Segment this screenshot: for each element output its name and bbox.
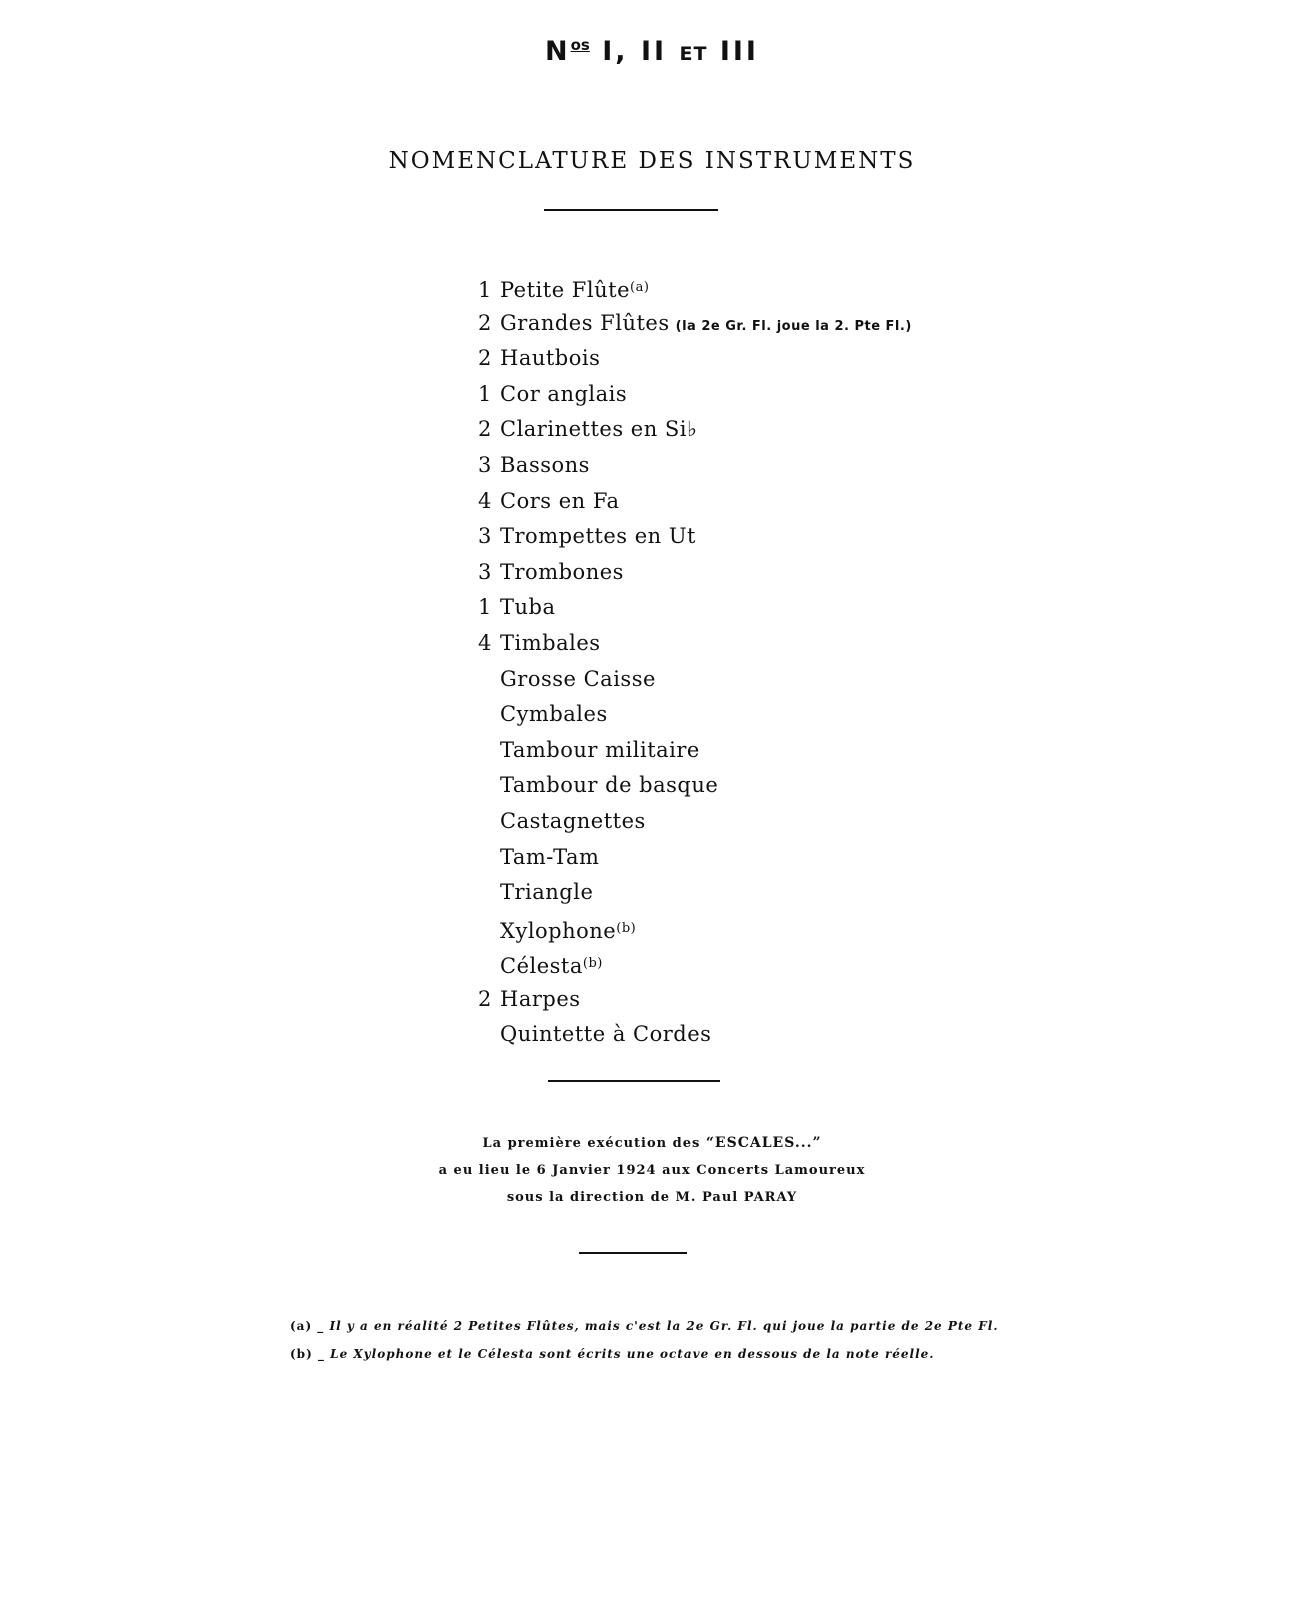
instrument-item <box>478 733 912 769</box>
instrument-item <box>478 590 912 626</box>
instrument-count: 3 <box>478 559 492 584</box>
numero-superscript: os <box>570 36 590 54</box>
instrument-name: Grandes Flûtes <box>500 310 670 335</box>
instrument-count: 1 <box>478 381 492 406</box>
premiere-line-1-text: La première exécution des <box>482 1136 701 1151</box>
instrument-name: Trompettes en Ut <box>500 524 696 549</box>
divider-bottom <box>579 1252 687 1254</box>
instrument-item <box>478 377 912 413</box>
instrument-item <box>478 875 912 911</box>
footnote-mark: (a) _ <box>290 1319 325 1333</box>
instrument-remark: (la 2e Gr. Fl. joue la 2. Pte Fl.) <box>675 318 912 334</box>
instrument-name: Tam-Tam <box>500 844 600 869</box>
instrument-count: 2 <box>478 346 492 371</box>
work-title: “ESCALES...” <box>705 1135 822 1151</box>
instrument-name: Tambour militaire <box>500 737 700 762</box>
footnote-mark: (b) _ <box>290 1347 325 1361</box>
instrument-name: Trombones <box>500 559 624 584</box>
premiere-notice <box>0 1130 1304 1211</box>
instrument-count: 4 <box>478 488 492 513</box>
instrument-footnote-mark: (b) <box>582 956 603 972</box>
footnote <box>290 1312 1030 1340</box>
instrument-item <box>478 412 912 448</box>
instrument-count: 1 <box>478 278 492 302</box>
instrument-count: 2 <box>478 417 492 442</box>
instrument-name: Timbales <box>500 630 601 655</box>
instrument-count: 4 <box>478 630 492 655</box>
premiere-line-1 <box>0 1130 1304 1157</box>
instrument-name: Triangle <box>500 880 594 905</box>
instrument-name: Bassons <box>500 452 590 477</box>
page-title: NOMENCLATURE DES INSTRUMENTS <box>388 148 916 174</box>
instrument-count: 3 <box>478 524 492 549</box>
instrument-name: Xylophone <box>500 918 617 943</box>
instrument-footnote-mark: (a) <box>630 280 650 295</box>
instrument-item <box>478 662 912 698</box>
instrument-count: 1 <box>478 595 492 620</box>
footnote <box>290 1340 1030 1368</box>
movement-last-number: III <box>719 36 759 67</box>
movement-numbers-heading <box>0 36 1304 67</box>
instrument-item <box>478 911 912 947</box>
divider-middle <box>548 1080 720 1082</box>
instrument-item <box>478 519 912 555</box>
instrument-name: Castagnettes <box>500 808 646 833</box>
instrument-item <box>478 626 912 662</box>
instrument-item <box>478 270 912 306</box>
instrument-item <box>478 484 912 520</box>
instrument-item <box>478 306 912 342</box>
instrument-item <box>478 768 912 804</box>
instrument-list <box>478 270 912 1053</box>
instrument-name: Cor anglais <box>500 381 628 406</box>
instrument-name: Grosse Caisse <box>500 666 656 691</box>
instrument-count: 2 <box>478 310 492 335</box>
instrument-name: Tambour de basque <box>500 773 719 798</box>
instrument-item <box>478 341 912 377</box>
instrument-name: Harpes <box>500 986 581 1011</box>
instrument-name: Célesta <box>500 954 583 979</box>
instrument-item <box>478 1017 912 1053</box>
instrument-item <box>478 840 912 876</box>
instrument-name: Cymbales <box>500 702 608 727</box>
footnotes <box>290 1312 1030 1368</box>
instrument-name: Tuba <box>500 595 556 620</box>
heading-conjunction: ET <box>679 43 708 65</box>
instrument-name: Cors en Fa <box>500 488 620 513</box>
instrument-name: Clarinettes en Si♭ <box>500 417 698 442</box>
premiere-line-3: sous la direction de M. Paul PARAY <box>506 1190 798 1205</box>
movement-numbers: I, II <box>602 36 668 67</box>
instrument-name: Quintette à Cordes <box>500 1022 712 1047</box>
instrument-item <box>478 804 912 840</box>
instrument-item <box>478 697 912 733</box>
instrument-count: 3 <box>478 452 492 477</box>
instrument-item <box>478 448 912 484</box>
premiere-line-2: a eu lieu le 6 Janvier 1924 aux Concerts Lamoureux <box>438 1163 866 1178</box>
instrument-count: 2 <box>478 986 492 1011</box>
instrument-item <box>478 555 912 591</box>
instrument-name: Hautbois <box>500 346 601 371</box>
instrument-item <box>478 982 912 1018</box>
instrument-name: Petite Flûte <box>500 278 630 302</box>
instrument-footnote-mark: (b) <box>616 920 637 936</box>
numero-prefix: N <box>545 36 571 67</box>
instrument-item <box>478 946 912 982</box>
divider-top <box>544 209 718 211</box>
footnote-text: Le Xylophone et le Célesta sont écrits une octave en dessous de la note réelle. <box>330 1347 935 1361</box>
footnote-text: Il y a en réalité 2 Petites Flûtes, mais c'est la 2e Gr. Fl. qui joue la partie de 2e Pte Fl. <box>329 1319 999 1333</box>
